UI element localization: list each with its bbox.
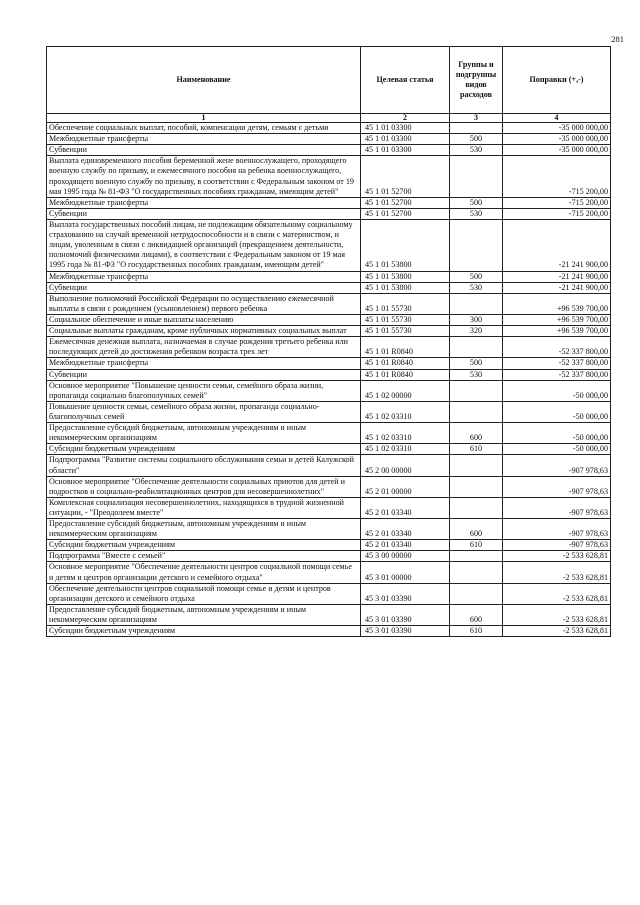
table-row bbox=[47, 134, 611, 145]
row-amount: -52 337 800,00 bbox=[503, 337, 611, 358]
row-expense-group: 500 bbox=[450, 197, 503, 208]
row-expense-group: 500 bbox=[450, 358, 503, 369]
row-expense-group: 530 bbox=[450, 369, 503, 380]
row-target-code: 45 2 01 03340 bbox=[361, 540, 450, 551]
row-amount: -715 200,00 bbox=[503, 197, 611, 208]
table-row bbox=[47, 444, 611, 455]
row-expense-group: 530 bbox=[450, 208, 503, 219]
table-row bbox=[47, 551, 611, 562]
row-target-code: 45 1 01 52700 bbox=[361, 197, 450, 208]
row-expense-group: 530 bbox=[450, 145, 503, 156]
row-target-code: 45 1 01 52700 bbox=[361, 156, 450, 197]
table-row bbox=[47, 401, 611, 422]
row-target-code: 45 1 01 53800 bbox=[361, 271, 450, 282]
table-row bbox=[47, 156, 611, 197]
row-name: Предоставление субсидий бюджетным, автономным учреждениям и иным некоммерческим организациям bbox=[47, 604, 361, 625]
row-amount: -52 337 800,00 bbox=[503, 369, 611, 380]
row-amount: -907 978,63 bbox=[503, 540, 611, 551]
row-amount: -35 000 000,00 bbox=[503, 134, 611, 145]
row-target-code: 45 1 01 55730 bbox=[361, 293, 450, 314]
table-row bbox=[47, 476, 611, 497]
row-expense-group bbox=[450, 583, 503, 604]
row-amount: +96 539 700,00 bbox=[503, 326, 611, 337]
column-number-row bbox=[47, 114, 611, 123]
row-name: Межбюджетные трансферты bbox=[47, 197, 361, 208]
row-name: Субсидии бюджетным учреждениям bbox=[47, 444, 361, 455]
row-expense-group: 610 bbox=[450, 626, 503, 637]
column-number: 4 bbox=[503, 114, 611, 123]
row-amount: -52 337 800,00 bbox=[503, 358, 611, 369]
row-expense-group: 610 bbox=[450, 444, 503, 455]
row-expense-group: 610 bbox=[450, 540, 503, 551]
table-row bbox=[47, 519, 611, 540]
table-row bbox=[47, 326, 611, 337]
row-name: Основное мероприятие "Обеспечение деятельности социальных приютов для детей и подростков и социально-реабилитационных центров для несовершеннолетних" bbox=[47, 476, 361, 497]
row-expense-group bbox=[450, 562, 503, 583]
row-amount: -2 533 628,81 bbox=[503, 562, 611, 583]
row-expense-group bbox=[450, 455, 503, 476]
header-name: Наименование bbox=[47, 47, 361, 114]
row-expense-group bbox=[450, 551, 503, 562]
column-number: 1 bbox=[47, 114, 361, 123]
header-group: Группы и подгруппы видов расходов bbox=[450, 47, 503, 114]
row-target-code: 45 1 01 R0840 bbox=[361, 358, 450, 369]
table-row bbox=[47, 626, 611, 637]
row-expense-group bbox=[450, 219, 503, 271]
budget-table bbox=[46, 46, 611, 637]
page-number: 281 bbox=[611, 34, 624, 44]
row-name: Выплата государственных пособий лицам, не подлежащим обязательному социальному страхованию на случай временной нетрудоспособности и в связи с материнством, и лицам, уволенным в связи с ликвидацией организаций (прекращением деятельности, полномочий физическими лицами), в соответствии с Федеральным законом от 19 мая 1995 года № 81-ФЗ "О государственных пособиях гражданам, имеющим детей" bbox=[47, 219, 361, 271]
table-row bbox=[47, 145, 611, 156]
row-name: Ежемесячная денежная выплата, назначаемая в случае рождения третьего ребенка или последующих детей до достижения ребенком возраста трех лет bbox=[47, 337, 361, 358]
row-target-code: 45 1 02 03310 bbox=[361, 401, 450, 422]
row-amount: -50 000,00 bbox=[503, 380, 611, 401]
row-name: Межбюджетные трансферты bbox=[47, 358, 361, 369]
row-expense-group bbox=[450, 476, 503, 497]
row-expense-group: 320 bbox=[450, 326, 503, 337]
table-row bbox=[47, 293, 611, 314]
table-row bbox=[47, 337, 611, 358]
row-amount: -35 000 000,00 bbox=[503, 123, 611, 134]
row-amount: -715 200,00 bbox=[503, 208, 611, 219]
table-row bbox=[47, 197, 611, 208]
row-expense-group: 600 bbox=[450, 423, 503, 444]
row-target-code: 45 3 01 03390 bbox=[361, 583, 450, 604]
row-target-code: 45 1 02 00000 bbox=[361, 380, 450, 401]
table-row bbox=[47, 369, 611, 380]
header-row bbox=[47, 47, 611, 114]
row-name: Субвенции bbox=[47, 208, 361, 219]
row-target-code: 45 3 01 03390 bbox=[361, 604, 450, 625]
table-row bbox=[47, 497, 611, 518]
row-amount: -2 533 628,81 bbox=[503, 551, 611, 562]
row-target-code: 45 1 01 R0840 bbox=[361, 369, 450, 380]
row-expense-group: 500 bbox=[450, 134, 503, 145]
row-amount: -907 978,63 bbox=[503, 497, 611, 518]
row-name: Межбюджетные трансферты bbox=[47, 271, 361, 282]
row-expense-group bbox=[450, 123, 503, 134]
row-name: Выполнение полномочий Российской Федерации по осуществлению ежемесячной выплаты в связи с рождением (усыновлением) первого ребенка bbox=[47, 293, 361, 314]
table-row bbox=[47, 380, 611, 401]
row-name: Субвенции bbox=[47, 369, 361, 380]
table-row bbox=[47, 271, 611, 282]
row-name: Межбюджетные трансферты bbox=[47, 134, 361, 145]
row-target-code: 45 1 01 03300 bbox=[361, 134, 450, 145]
table-body bbox=[47, 123, 611, 637]
row-name: Субсидии бюджетным учреждениям bbox=[47, 540, 361, 551]
row-expense-group bbox=[450, 293, 503, 314]
row-expense-group bbox=[450, 380, 503, 401]
row-target-code: 45 1 01 03300 bbox=[361, 145, 450, 156]
row-amount: -50 000,00 bbox=[503, 401, 611, 422]
row-target-code: 45 2 00 00000 bbox=[361, 455, 450, 476]
row-amount: -50 000,00 bbox=[503, 423, 611, 444]
row-amount: -21 241 900,00 bbox=[503, 282, 611, 293]
row-expense-group bbox=[450, 156, 503, 197]
table-row bbox=[47, 219, 611, 271]
row-amount: -907 978,63 bbox=[503, 519, 611, 540]
row-target-code: 45 1 01 R0840 bbox=[361, 337, 450, 358]
row-name: Обеспечение социальных выплат, пособий, компенсации детям, семьям с детьми bbox=[47, 123, 361, 134]
row-amount: +96 539 700,00 bbox=[503, 293, 611, 314]
row-amount: -21 241 900,00 bbox=[503, 219, 611, 271]
table-row bbox=[47, 282, 611, 293]
row-expense-group bbox=[450, 337, 503, 358]
row-target-code: 45 2 01 03340 bbox=[361, 497, 450, 518]
row-name: Социальные выплаты гражданам, кроме публичных нормативных социальных выплат bbox=[47, 326, 361, 337]
row-expense-group bbox=[450, 401, 503, 422]
row-target-code: 45 2 01 00000 bbox=[361, 476, 450, 497]
row-target-code: 45 2 01 03340 bbox=[361, 519, 450, 540]
table-row bbox=[47, 455, 611, 476]
row-name: Повышение ценности семьи, семейного образа жизни, пропаганда социально-благополучных семей bbox=[47, 401, 361, 422]
row-name: Предоставление субсидий бюджетным, автономным учреждениям и иным некоммерческим организациям bbox=[47, 423, 361, 444]
row-amount: -2 533 628,81 bbox=[503, 604, 611, 625]
table-row bbox=[47, 562, 611, 583]
row-amount: -2 533 628,81 bbox=[503, 583, 611, 604]
row-target-code: 45 3 00 00000 bbox=[361, 551, 450, 562]
row-name: Подпрограмма "Вместе с семьей" bbox=[47, 551, 361, 562]
row-amount: -907 978,63 bbox=[503, 455, 611, 476]
row-name: Комплексная социализация несовершеннолетних, находящихся в трудной жизненной ситуации, - "Преодолеем вместе" bbox=[47, 497, 361, 518]
row-target-code: 45 1 01 53800 bbox=[361, 282, 450, 293]
row-name: Основное мероприятие "Повышение ценности семьи, семейного образа жизни, пропаганда социально благополучных семей" bbox=[47, 380, 361, 401]
row-target-code: 45 1 02 03310 bbox=[361, 444, 450, 455]
column-number: 3 bbox=[450, 114, 503, 123]
row-target-code: 45 1 01 52700 bbox=[361, 208, 450, 219]
row-amount: -907 978,63 bbox=[503, 476, 611, 497]
table-row bbox=[47, 314, 611, 325]
row-target-code: 45 3 01 00000 bbox=[361, 562, 450, 583]
row-name: Субвенции bbox=[47, 282, 361, 293]
table-row bbox=[47, 423, 611, 444]
column-number: 2 bbox=[361, 114, 450, 123]
row-target-code: 45 1 01 55730 bbox=[361, 314, 450, 325]
row-name: Социальное обеспечение и иные выплаты населению bbox=[47, 314, 361, 325]
table-row bbox=[47, 540, 611, 551]
row-target-code: 45 1 01 53800 bbox=[361, 219, 450, 271]
row-expense-group bbox=[450, 497, 503, 518]
header-amount: Поправки (+,-) bbox=[503, 47, 611, 114]
row-amount: -2 533 628,81 bbox=[503, 626, 611, 637]
row-name: Подпрограмма "Развитие системы социального обслуживания семьи и детей Калужской области" bbox=[47, 455, 361, 476]
row-name: Основное мероприятие "Обеспечение деятельности центров социальной помощи семье и детям и центров организации детского и семейного отдыха" bbox=[47, 562, 361, 583]
row-target-code: 45 1 01 03300 bbox=[361, 123, 450, 134]
row-target-code: 45 1 01 55730 bbox=[361, 326, 450, 337]
row-name: Выплата единовременного пособия беременной жене военнослужащего, проходящего военную службу по призыву, и ежемесячного пособия на ребенка военнослужащего, проходящего военную службу по призыву, в соответствии с Федеральным законом от 19 мая 1995 года № 81-ФЗ "О государственных пособиях гражданам, имеющим детей" bbox=[47, 156, 361, 197]
row-expense-group: 600 bbox=[450, 604, 503, 625]
row-target-code: 45 1 02 03310 bbox=[361, 423, 450, 444]
row-amount: -715 200,00 bbox=[503, 156, 611, 197]
row-name: Субвенции bbox=[47, 145, 361, 156]
row-expense-group: 530 bbox=[450, 282, 503, 293]
row-amount: -35 000 000,00 bbox=[503, 145, 611, 156]
row-expense-group: 600 bbox=[450, 519, 503, 540]
table-row bbox=[47, 583, 611, 604]
table-row bbox=[47, 123, 611, 134]
table-row bbox=[47, 358, 611, 369]
row-amount: +96 539 700,00 bbox=[503, 314, 611, 325]
row-expense-group: 500 bbox=[450, 271, 503, 282]
row-target-code: 45 3 01 03390 bbox=[361, 626, 450, 637]
row-amount: -50 000,00 bbox=[503, 444, 611, 455]
row-expense-group: 300 bbox=[450, 314, 503, 325]
table-row bbox=[47, 208, 611, 219]
row-amount: -21 241 900,00 bbox=[503, 271, 611, 282]
header-code: Целевая статья bbox=[361, 47, 450, 114]
table-row bbox=[47, 604, 611, 625]
row-name: Обеспечение деятельности центров социальной помощи семье и детям и центров организации детского и семейного отдыха bbox=[47, 583, 361, 604]
row-name: Предоставление субсидий бюджетным, автономным учреждениям и иным некоммерческим организациям bbox=[47, 519, 361, 540]
row-name: Субсидии бюджетным учреждениям bbox=[47, 626, 361, 637]
